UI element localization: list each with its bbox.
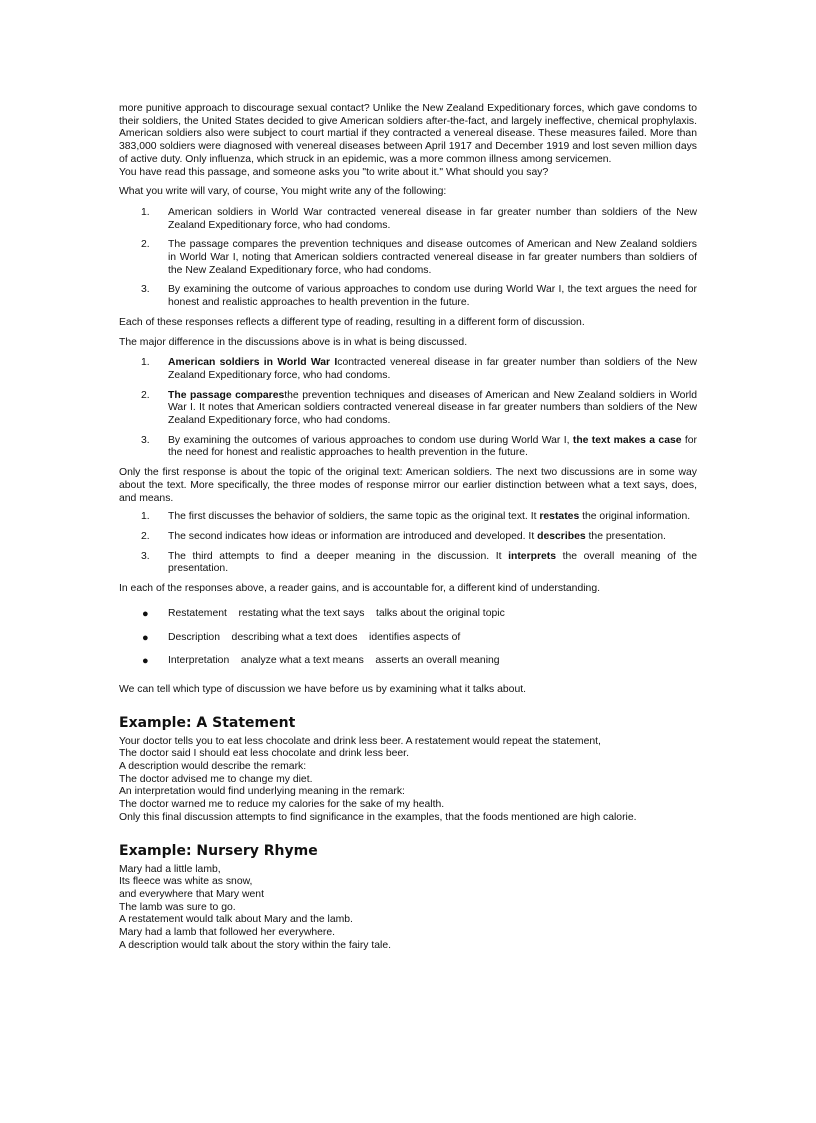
list-number: 3. (141, 284, 150, 296)
list-item: 2. The second indicates how ideas or information are introduced and developed. It describes the presentation. (141, 530, 666, 542)
list-item: 3. The third attempts to find a deeper meaning in the discussion. It interprets the overall meaning of the presentation. (141, 550, 697, 575)
list-number: 2. (141, 530, 150, 542)
emphasis-list (119, 357, 697, 460)
responses-list (119, 207, 697, 310)
bullet-icon: ● (142, 631, 149, 644)
list-item: ● Interpretation analyze what a text means asserts an overall meaning (142, 655, 500, 668)
list-number: 1. (141, 511, 150, 523)
intro-question: You have read this passage, and someone asks you "to write about it." What should you say? (119, 166, 549, 178)
list-number: 1. (141, 357, 150, 369)
list-number: 2. (141, 389, 150, 401)
intro-paragraph: more punitive approach to discourage sexual contact? Unlike the New Zealand Expeditionary forces, which gave condoms to their soldiers, the United States decided to give American soldiers after-the-fact, and largely ineffective, chemical prophylaxis. American soldiers also were subject to court martial if they contracted a venereal disease. These measures failed. More than 383,000 soldiers were diagnosed with venereal diseases between April 1917 and December 1919 and lost seven million days of active duty. Only influenza, which struck in an epidemic, was a more common illness among servicemen. (119, 103, 697, 165)
paragraph-we-can-tell: We can tell which type of discussion we have before us by examining what it talks about. (119, 683, 526, 695)
list-number: 3. (141, 550, 150, 562)
list-number: 2. (141, 239, 150, 251)
list-item: 1. American soldiers in World War Icontracted venereal disease in far greater number than soldiers of the New Zealand Expeditionary force, who had condoms. (141, 357, 697, 381)
list-item: 1. American soldiers in World War contracted venereal disease in far greater number than soldiers of the New Zealand Expeditionary force, who had condoms. (141, 206, 697, 231)
document-page (119, 103, 697, 952)
paragraph-only-first: Only the first response is about the topic of the original text: American soldiers. The next two discussions are in some way about the text. More specifically, the three modes of response mirror our earlier distinction between what a text says, does, and means. (119, 467, 697, 504)
bullet-icon: ● (142, 655, 149, 668)
modes-bullet-list (119, 608, 697, 668)
paragraph-each-reflects: Each of these responses reflects a different type of reading, resulting in a different form of discussion. (119, 316, 585, 328)
intro-varies: What you write will vary, of course, You might write any of the following: (119, 186, 447, 198)
example-statement-body: Your doctor tells you to eat less chocolate and drink less beer. A restatement would repeat the statement, The doctor said I should eat less chocolate and drink less beer. A description would describe the remark: The doctor advised me to change my diet. An interpretation would find underlying meaning in the remark: The doctor warned me to reduce my calories for the sake of my health. Only this final discussion attempts to find significance in the examples, that the foods mentioned are high calorie. (119, 735, 637, 823)
list-item: 2. The passage compares the prevention techniques and disease outcomes of American and New Zealand soldiers in World War I, noting that American soldiers contracted venereal disease in far greater numbers than soldiers of the New Zealand Expeditionary force, who had condoms. (141, 239, 697, 276)
list-number: 3. (141, 434, 150, 446)
example-statement-heading: Example: A Statement (119, 714, 296, 731)
list-item: 3. By examining the outcome of various approaches to condom use during World War I, the text argues the need for honest and realistic approaches to health prevention in the future. (141, 284, 697, 309)
list-number: 1. (141, 206, 150, 218)
paragraph-each-response: In each of the responses above, a reader gains, and is accountable for, a different kind of understanding. (119, 583, 600, 595)
bullet-icon: ● (142, 607, 149, 620)
example-rhyme-body: Mary had a little lamb, Its fleece was white as snow, and everywhere that Mary went The lamb was sure to go. A restatement would talk about Mary and the lamb. Mary had a lamb that followed her everywhere. A description would talk about the story within the fairy tale. (119, 863, 392, 951)
example-rhyme-heading: Example: Nursery Rhyme (119, 842, 318, 859)
list-item: 1. The first discusses the behavior of soldiers, the same topic as the original text. It restates the original information. (141, 511, 691, 523)
list-item: ● Description describing what a text does identifies aspects of (142, 631, 461, 644)
modes-list (119, 511, 697, 576)
list-item: ● Restatement restating what the text says talks about the original topic (142, 607, 505, 620)
list-item: 2. The passage comparesthe prevention techniques and diseases of American and New Zealand soldiers in World War I. It notes that American soldiers contracted venereal disease in far greater numbers than soldiers of the New Zealand Expeditionary force, who had condoms. (141, 389, 697, 427)
list-item: 3. By examining the outcomes of various approaches to condom use during World War I, the text makes a case for the need for honest and realistic approaches to health prevention in the future. (141, 434, 697, 459)
paragraph-major-difference: The major difference in the discussions above is in what is being discussed. (119, 336, 468, 348)
